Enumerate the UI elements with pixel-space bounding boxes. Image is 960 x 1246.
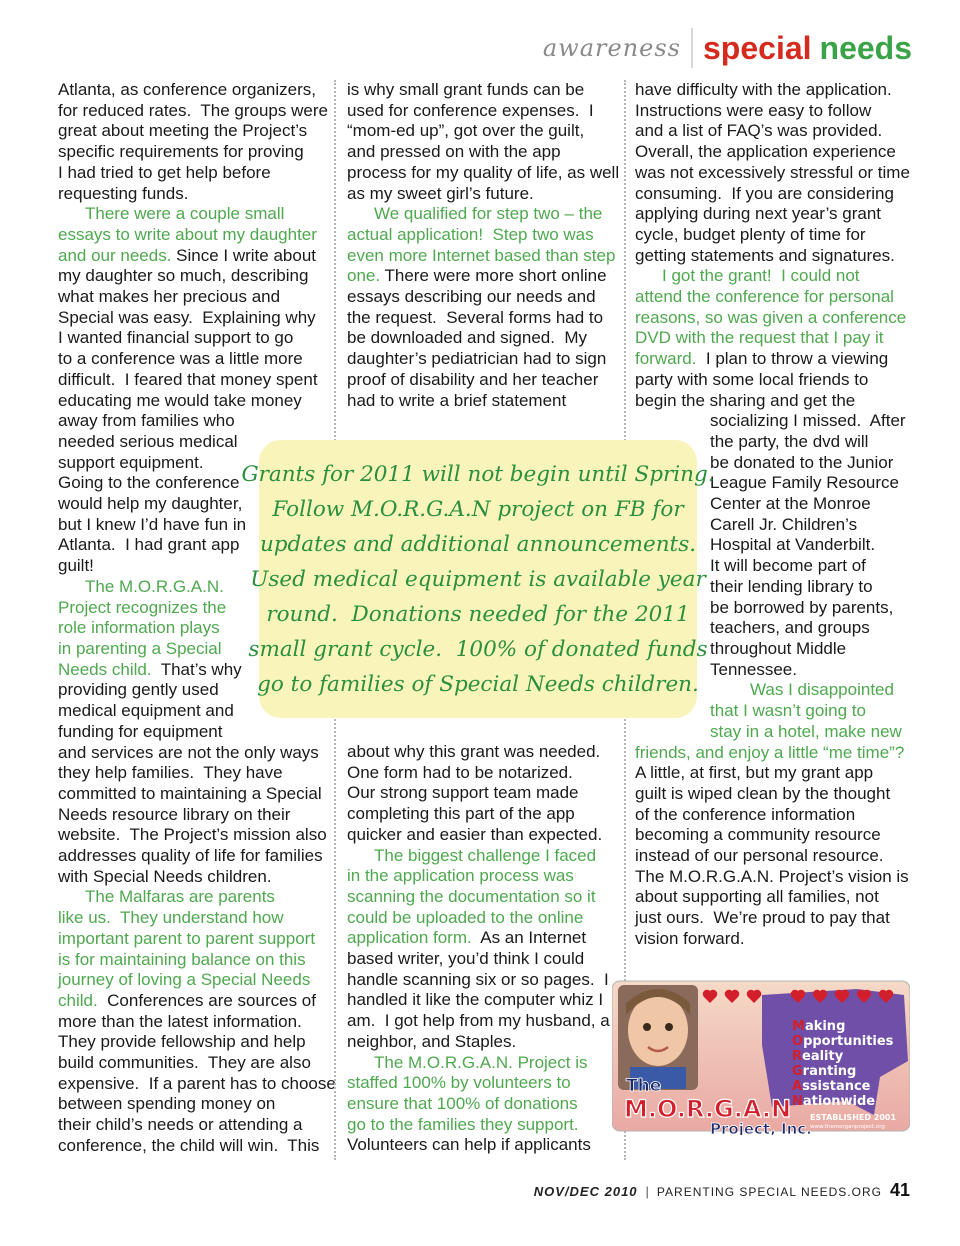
callout-line: small grant cycle. 100% of donated funds xyxy=(248,636,708,662)
text-line: cycle, budget plenty of time for xyxy=(635,224,866,244)
text-line: Tennessee. xyxy=(710,659,797,679)
text-line: requesting funds. xyxy=(58,183,189,203)
text-line: away from families who xyxy=(58,411,235,431)
header-divider xyxy=(691,28,693,68)
text-line: becoming a community resource xyxy=(635,825,881,845)
text-line: about why this grant was needed. xyxy=(347,742,601,761)
text-line: build communities. They are also xyxy=(58,1053,311,1073)
acronym-line: Making xyxy=(792,1019,846,1034)
footer-separator: | xyxy=(645,1184,649,1199)
text-line: The biggest challenge I faced xyxy=(374,845,597,865)
text-line: and a list of FAQ’s was provided. xyxy=(635,121,883,141)
text-line: One form had to be notarized. xyxy=(347,762,573,782)
text-line: addresses quality of life for families xyxy=(58,846,323,866)
text-line: of the conference information xyxy=(635,804,856,824)
text-line: DVD with the request that I pay it xyxy=(635,328,884,348)
text-line: my daughter so much, describing xyxy=(58,266,309,286)
acronym-line: Granting xyxy=(792,1064,857,1079)
text-line: vision forward. xyxy=(635,928,745,948)
text-line: handle scanning six or so pages. I xyxy=(347,969,609,989)
text-line: consuming. If you are considering xyxy=(635,183,894,203)
text-line: The Malfaras are parents xyxy=(85,887,275,907)
header-special: special xyxy=(703,29,812,66)
text-line: proof of disability and her teacher xyxy=(347,369,599,389)
text-line: Project recognizes the xyxy=(58,597,227,617)
text-line: they help families. They have xyxy=(58,763,283,783)
logo-established: ESTABLISHED 2001 xyxy=(810,1113,897,1122)
text-line: needed serious medical xyxy=(58,431,238,451)
text-line: I wanted financial support to go xyxy=(58,328,294,348)
text-line: funding for equipment xyxy=(58,721,223,741)
text-line: about supporting all families, not xyxy=(635,887,879,907)
text-line: what makes her precious and xyxy=(58,287,281,307)
text-line: Carell Jr. Children’s xyxy=(710,514,858,534)
text-line: stay in a hotel, make new xyxy=(710,721,902,741)
text-line: between spending money on xyxy=(58,1094,276,1114)
callout-line: go to families of Special Needs children. xyxy=(257,671,699,697)
text-line: website. The Project’s mission also xyxy=(58,825,327,845)
callout-box xyxy=(241,440,715,718)
text-span: As an Internet xyxy=(471,928,587,948)
magazine-site: PARENTING SPECIAL NEEDS.ORG xyxy=(656,1185,882,1199)
text-line: and pressed on with the app xyxy=(347,142,561,162)
text-line xyxy=(58,246,330,267)
text-line: and services are not the only ways xyxy=(58,742,319,762)
text-line: neighbor, and Staples. xyxy=(347,1031,517,1051)
text-line: instead of our personal resource. xyxy=(635,846,884,866)
logo-project: Project, Inc. xyxy=(710,1120,812,1135)
text-line: was not excessively stressful or time xyxy=(635,162,910,182)
text-line: go to the families they support. xyxy=(347,1114,579,1134)
text-span: That’s why xyxy=(151,659,242,679)
text-line: quicker and easier than expected. xyxy=(347,824,603,844)
text-line: committed to maintaining a Special xyxy=(58,783,322,803)
text-span: Needs child. xyxy=(58,659,152,679)
text-line: Volunteers can help if applicants xyxy=(347,1135,591,1155)
text-line: Was I disappointed xyxy=(750,680,894,700)
text-line: their child’s needs or attending a xyxy=(58,1115,303,1135)
text-line: Center at the Monroe xyxy=(710,494,871,514)
text-line: Atlanta. I had grant app xyxy=(58,535,240,555)
page-footer xyxy=(534,1180,910,1201)
logo-name: M.O.R.G.A.N xyxy=(624,1095,792,1123)
text-line: attend the conference for personal xyxy=(635,287,894,307)
text-line: reasons, so was given a conference xyxy=(635,307,907,327)
text-span: one. xyxy=(347,266,381,286)
issue-date: NOV/DEC 2010 xyxy=(533,1184,638,1199)
text-line: specific requirements for proving xyxy=(58,142,304,162)
text-line: handled it like the computer whiz I xyxy=(347,990,604,1010)
text-line: used for conference expenses. I xyxy=(347,100,594,120)
text-line: is why small grant funds can be xyxy=(347,80,585,99)
text-line xyxy=(635,349,910,370)
acronym-line: Reality xyxy=(792,1049,844,1064)
text-line: process for my quality of life, as well xyxy=(347,162,620,182)
text-line: begin the sharing and get the xyxy=(635,390,856,410)
text-line: guilt! xyxy=(58,556,94,576)
text-line xyxy=(58,991,330,1012)
text-line: the party, the dvd will xyxy=(710,431,869,451)
text-line: League Family Resource xyxy=(710,473,899,493)
text-line: friends, and enjoy a little “me time”? xyxy=(635,742,905,762)
text-line: be borrowed by parents, xyxy=(710,597,894,617)
header-needs: needs xyxy=(819,29,912,66)
text-line: “mom-ed up”, got over the guilt, xyxy=(347,121,585,141)
acronym-line: Opportunities xyxy=(792,1034,894,1049)
text-line: support equipment. xyxy=(58,452,204,472)
text-line: had to write a brief statement xyxy=(347,390,567,410)
text-line: The M.O.R.G.A.N. xyxy=(85,576,224,596)
text-line: for reduced rates. The groups were xyxy=(58,100,328,120)
page-number: 41 xyxy=(889,1180,910,1200)
text-line: the request. Several forms had to xyxy=(347,307,604,327)
text-line: based writer, you’d think I could xyxy=(347,949,585,969)
text-line: difficult. I feared that money spent xyxy=(58,369,318,389)
text-line: be downloaded and signed. My xyxy=(347,328,588,348)
acronym-line: Nationwide xyxy=(792,1094,876,1109)
text-line: could be uploaded to the online xyxy=(347,907,584,927)
callout-line: Used medical equipment is available year xyxy=(250,566,706,592)
text-span: and our needs. xyxy=(58,245,172,265)
text-line: great about meeting the Project’s xyxy=(58,121,308,141)
text-line: I got the grant! I could not xyxy=(662,266,860,286)
text-line: Going to the conference xyxy=(58,473,240,493)
text-line: in the application process was xyxy=(347,866,574,886)
text-line: to a conference was a little more xyxy=(58,349,303,369)
text-line: throughout Middle xyxy=(710,638,847,658)
text-line: like us. They understand how xyxy=(58,908,284,928)
logo-the: The xyxy=(626,1076,662,1096)
article-column-2-continued xyxy=(347,742,615,1156)
text-line: but I knew I’d have fun in xyxy=(58,514,247,534)
article-column-2 xyxy=(347,80,620,411)
text-line: Overall, the application experience xyxy=(635,142,896,162)
text-line: medical equipment and xyxy=(58,701,234,721)
text-line: They provide fellowship and help xyxy=(58,1032,306,1052)
text-line: more than the latest information. xyxy=(58,1011,302,1031)
text-span: application form. xyxy=(347,928,472,948)
callout-line: round. Donations needed for the 2011 xyxy=(266,601,690,627)
text-line: guilt is wiped clean by the thought xyxy=(635,783,891,803)
text-line: just ours. We’re proud to pay that xyxy=(635,908,890,928)
text-line: staffed 100% by volunteers to xyxy=(347,1073,571,1093)
text-line: party with some local friends to xyxy=(635,369,869,389)
text-line xyxy=(347,928,615,949)
text-span: Conferences are sources of xyxy=(97,990,316,1010)
text-line: educating me would take money xyxy=(58,390,302,410)
text-line: socializing I missed. After xyxy=(710,411,906,431)
text-line: essays describing our needs and xyxy=(347,287,596,307)
text-line: teachers, and groups xyxy=(710,618,870,638)
text-line: is for maintaining balance on this xyxy=(58,949,306,969)
text-line: Our strong support team made xyxy=(347,783,579,803)
text-span: I plan to throw a viewing xyxy=(696,349,889,369)
text-line: conference, the child will win. This xyxy=(58,1135,320,1155)
text-line: Hospital at Vanderbilt. xyxy=(710,535,876,555)
text-span: There were more short online xyxy=(380,266,607,286)
text-line: Atlanta, as conference organizers, xyxy=(58,80,316,99)
text-line: We qualified for step two – the xyxy=(374,204,603,224)
text-line: have difficulty with the application. xyxy=(635,80,892,99)
text-line: essays to write about my daughter xyxy=(58,224,317,244)
text-line: would help my daughter, xyxy=(58,494,243,514)
text-line: daughter’s pediatrician had to sign xyxy=(347,349,607,369)
text-line: important parent to parent support xyxy=(58,928,316,948)
text-line: be donated to the Junior xyxy=(710,452,894,472)
text-line: getting statements and signatures. xyxy=(635,245,895,265)
text-span: child. xyxy=(58,990,98,1010)
logo-url: www.themorganproject.org xyxy=(810,1124,885,1130)
callout-line: Grants for 2011 will not begin until Spring. xyxy=(241,461,715,487)
text-line: with Special Needs children. xyxy=(58,866,272,886)
text-line: The M.O.R.G.A.N. Project is xyxy=(374,1052,588,1072)
header-awareness: awareness xyxy=(542,34,681,62)
text-line: It will become part of xyxy=(710,556,866,576)
text-line: actual application! Step two was xyxy=(347,224,594,244)
text-line: journey of loving a Special Needs xyxy=(58,970,311,990)
text-line: as my sweet girl’s future. xyxy=(347,183,534,203)
text-line xyxy=(347,266,615,287)
text-line: ensure that 100% of donations xyxy=(347,1093,578,1113)
text-line: A little, at first, but my grant app xyxy=(635,763,874,783)
callout-line: Follow M.O.R.G.A.N project on FB for xyxy=(272,496,684,522)
text-line: their lending library to xyxy=(710,576,873,596)
child-portrait-icon xyxy=(618,985,698,1090)
text-span: forward. xyxy=(635,349,697,369)
text-line: even more Internet based than step xyxy=(347,245,616,265)
callout-line: updates and additional announcements. xyxy=(259,531,697,557)
text-line: I had tried to get help before xyxy=(58,162,271,182)
text-line: The M.O.R.G.A.N. Project’s vision is xyxy=(635,866,909,886)
text-span: Since I write about xyxy=(171,245,316,265)
text-line: role information plays xyxy=(58,618,220,638)
morgan-project-logo xyxy=(612,975,910,1135)
text-line: There were a couple small xyxy=(85,204,285,224)
section-header xyxy=(543,28,912,68)
text-line: Special was easy. Explaining why xyxy=(58,307,316,327)
text-line: that I wasn’t going to xyxy=(710,701,866,721)
text-line: Needs resource library on their xyxy=(58,804,291,824)
acronym-line: Assistance xyxy=(792,1079,871,1094)
text-line: providing gently used xyxy=(58,680,219,700)
text-line: in parenting a Special xyxy=(58,638,222,658)
text-line: expensive. If a parent has to choose xyxy=(58,1073,336,1093)
text-line: completing this part of the app xyxy=(347,804,575,824)
text-line: scanning the documentation so it xyxy=(347,886,596,906)
text-line: Instructions were easy to follow xyxy=(635,100,872,120)
text-line: applying during next year’s grant xyxy=(635,204,882,224)
text-line: am. I got help from my husband, a xyxy=(347,1011,610,1031)
